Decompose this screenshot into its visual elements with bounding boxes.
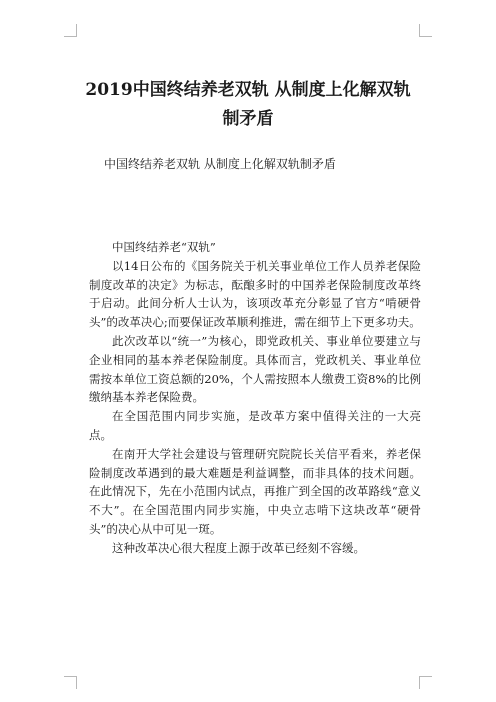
article-body xyxy=(89,238,421,558)
crop-mark-bottom-left xyxy=(64,676,77,689)
title-line-2: 制矛盾 xyxy=(222,109,274,129)
paragraph: 在南开大学社会建设与管理研究院院长关信平看来，养老保险制度改革遇到的最大难题是利益调整，而非具体的技术问题。在此情况下，先在小范围内试点，再推广到全国的改革路线“意义不大”。在全国范围内同步实施，中央立志啃下这块改革“硬骨头”的决心从中可见一斑。 xyxy=(89,446,421,536)
paragraph: 此次改革以“统一”为核心，即党政机关、事业单位要建立与企业相同的基本养老保险制度。具体而言，党政机关、事业单位需按本单位工资总额的20%，个人需按照本人缴费工资8%的比例缴纳基本养老保险费。 xyxy=(89,333,421,405)
paragraph: 在全国范围内同步实施，是改革方案中值得关注的一大亮点。 xyxy=(89,409,421,442)
paragraph: 以14日公布的《国务院关于机关事业单位工作人员养老保险制度改革的决定》为标志，酝酿多时的中国养老保险制度改革终于启动。此间分析人士认为，该项改革充分彰显了官方“啃硬骨头”的改革决心;而要保证改革顺利推进，需在细节上下更多功夫。 xyxy=(89,258,421,330)
crop-mark-top-left xyxy=(64,24,77,37)
subtitle: 中国终结养老双轨 从制度上化解双轨制矛盾 xyxy=(104,157,336,171)
crop-mark-top-right xyxy=(419,24,432,37)
crop-mark-bottom-right xyxy=(419,676,432,689)
paragraph: 这种改革决心很大程度上源于改革已经刻不容缓。 xyxy=(112,540,365,555)
page-title xyxy=(70,76,426,134)
title-line-1: 2019中国终结养老双轨 从制度上化解双轨 xyxy=(85,80,411,100)
section-heading: 中国终结养老“双轨” xyxy=(112,240,216,254)
